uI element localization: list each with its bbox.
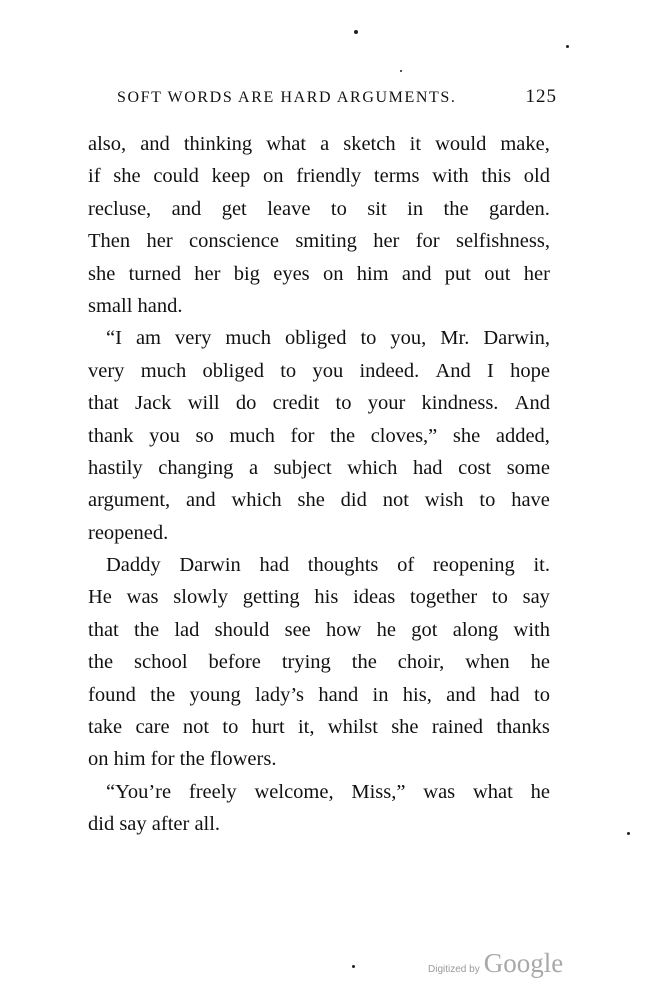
word: with: [513, 618, 550, 641]
text-line: on him for the flowers.: [88, 748, 277, 771]
word: selfishness,: [456, 230, 550, 253]
word: Mr.: [440, 327, 470, 350]
page-number: 125: [525, 86, 557, 107]
word: keep: [211, 165, 251, 188]
word: care: [135, 716, 170, 739]
word: turned: [128, 262, 181, 285]
word: indeed.: [359, 359, 420, 382]
word: thank: [88, 424, 134, 447]
text-line: [88, 711, 550, 743]
word: out: [484, 262, 511, 285]
word: she: [391, 716, 419, 739]
text-line: [88, 679, 550, 711]
text-line: [88, 549, 550, 581]
word: she: [113, 165, 141, 188]
word: thinking: [183, 133, 253, 155]
text-line: [88, 452, 550, 484]
word: with: [432, 165, 469, 188]
word: the: [330, 424, 356, 447]
word: her: [146, 230, 173, 253]
word: to: [280, 359, 297, 382]
word: together: [409, 586, 478, 609]
word: young: [189, 683, 241, 706]
word: before: [208, 651, 261, 674]
word: much: [140, 359, 187, 382]
word: on: [263, 165, 284, 188]
paragraph: [88, 549, 550, 776]
word: whilst: [327, 716, 378, 739]
text-line: [88, 193, 550, 225]
word: recluse,: [88, 197, 152, 220]
ink-speck: [400, 70, 402, 72]
word: school: [134, 651, 188, 674]
word: rained: [431, 716, 484, 739]
word: her: [373, 230, 400, 253]
word: hastily: [88, 456, 143, 479]
word: to: [335, 392, 352, 415]
text-line: [88, 614, 550, 646]
word: kindness.: [421, 392, 499, 415]
word: to: [491, 586, 508, 609]
word: get: [221, 197, 247, 220]
word: she: [297, 489, 325, 512]
word: Darwin,: [483, 327, 550, 350]
word: a: [320, 133, 330, 155]
body-text: [88, 128, 550, 841]
word: when: [465, 651, 510, 674]
word: you: [312, 359, 344, 382]
word: should: [214, 618, 270, 641]
word: if: [88, 165, 101, 188]
word: And: [514, 392, 550, 415]
word: for: [290, 424, 315, 447]
word: am: [135, 327, 161, 350]
word: her: [523, 262, 550, 285]
word: sketch: [343, 133, 396, 155]
paragraph: [88, 128, 550, 322]
word: Jack: [135, 392, 172, 415]
text-line: [88, 355, 550, 387]
word: conscience: [189, 230, 279, 253]
word: Darwin: [179, 554, 241, 577]
word: to: [534, 683, 550, 706]
word: it.: [533, 554, 550, 577]
text-line: [88, 128, 550, 160]
word: and: [171, 197, 202, 220]
word: she: [452, 424, 481, 447]
word: eyes: [273, 262, 310, 285]
word: smiting: [295, 230, 357, 253]
word: see: [284, 618, 311, 641]
word: him: [356, 262, 389, 285]
word: had: [412, 456, 443, 479]
running-head-title: SOFT WORDS ARE HARD ARGUMENTS.: [117, 89, 457, 106]
word: for: [415, 230, 440, 253]
word: hope: [510, 359, 550, 382]
word: this: [481, 165, 512, 188]
word: what: [266, 133, 307, 155]
word: her: [194, 262, 221, 285]
word: the: [351, 651, 377, 674]
word: to: [330, 197, 347, 220]
text-line: [88, 322, 550, 354]
running-head: [117, 86, 557, 108]
word: thanks: [496, 716, 550, 739]
word: had: [490, 683, 520, 706]
word: and: [401, 262, 432, 285]
word: obliged: [284, 327, 347, 350]
word: and: [186, 489, 216, 512]
word: a: [248, 456, 259, 479]
word: And: [435, 359, 471, 382]
digitized-by-label: Digitized by: [428, 964, 480, 975]
word: Daddy: [106, 554, 161, 577]
word: changing: [158, 456, 234, 479]
word: had: [259, 554, 290, 577]
word: “I: [106, 327, 122, 350]
word: say: [522, 586, 550, 609]
word: the: [443, 197, 469, 220]
word: your: [367, 392, 406, 415]
text-line: [88, 387, 550, 419]
word: ideas: [353, 586, 396, 609]
ink-speck: [354, 30, 358, 34]
word: you: [149, 424, 180, 447]
word: to: [222, 716, 239, 739]
word: so: [195, 424, 214, 447]
google-logo: Google: [483, 948, 564, 978]
word: that: [88, 618, 119, 641]
text-line: [88, 160, 550, 192]
word: terms: [373, 165, 420, 188]
word: which: [347, 456, 398, 479]
word: in: [372, 683, 389, 706]
word: garden.: [489, 197, 550, 220]
word: very: [88, 359, 125, 382]
text-line: [88, 484, 550, 516]
word: lad: [174, 618, 200, 641]
word: big: [233, 262, 260, 285]
word: obliged: [202, 359, 264, 382]
word: along: [452, 618, 499, 641]
word: his,: [402, 683, 432, 706]
word: I: [487, 359, 494, 382]
word: he: [530, 780, 550, 803]
word: choir,: [397, 651, 445, 674]
word: you,: [390, 327, 427, 350]
word: thoughts: [307, 554, 379, 577]
word: Then: [88, 230, 131, 253]
word: did: [340, 489, 367, 512]
word: sit: [367, 197, 387, 220]
word: could: [153, 165, 199, 188]
ink-speck: [627, 832, 630, 835]
word: cloves,”: [370, 424, 438, 447]
word: on: [322, 262, 344, 285]
word: hurt: [251, 716, 285, 739]
word: the: [134, 618, 160, 641]
word: will: [187, 392, 220, 415]
word: lady’s: [255, 683, 305, 706]
text-line: [88, 420, 550, 452]
text-line: reopened.: [88, 521, 169, 544]
word: cost: [458, 456, 492, 479]
text-line: small hand.: [88, 294, 183, 317]
paragraph: [88, 776, 550, 841]
word: put: [444, 262, 471, 285]
word: that: [88, 392, 119, 415]
text-line: [88, 581, 550, 613]
word: in: [407, 197, 424, 220]
ink-speck: [352, 965, 355, 968]
word: he: [376, 618, 396, 641]
word: He: [88, 586, 112, 609]
word: and: [140, 133, 170, 155]
word: would: [435, 133, 487, 155]
word: leave: [267, 197, 311, 220]
word: very: [174, 327, 212, 350]
word: much: [225, 327, 271, 350]
word: friendly: [296, 165, 362, 188]
text-line: [88, 646, 550, 678]
word: she: [88, 262, 116, 285]
word: “You’re: [106, 780, 172, 803]
word: he: [530, 651, 550, 674]
word: not: [182, 716, 210, 739]
word: much: [229, 424, 275, 447]
word: which: [231, 489, 282, 512]
word: have: [511, 489, 550, 512]
word: found: [88, 683, 136, 706]
word: make,: [500, 133, 550, 155]
word: the: [150, 683, 176, 706]
word: welcome,: [254, 780, 334, 803]
text-line: [88, 258, 550, 290]
word: to: [360, 327, 377, 350]
word: not: [382, 489, 409, 512]
word: old: [523, 165, 550, 188]
word: take: [88, 716, 123, 739]
word: it: [409, 133, 422, 155]
word: slowly: [173, 586, 228, 609]
word: was: [126, 586, 159, 609]
ink-speck: [566, 45, 569, 48]
word: wish: [424, 489, 464, 512]
word: it,: [297, 716, 315, 739]
word: hand: [318, 683, 359, 706]
paragraph: [88, 322, 550, 549]
word: got: [411, 618, 438, 641]
text-line: did say after all.: [88, 813, 221, 836]
digitized-by-google-watermark: [428, 948, 563, 979]
word: the: [88, 651, 114, 674]
word: how: [326, 618, 362, 641]
word: reopening: [432, 554, 515, 577]
text-line: [88, 776, 550, 808]
word: some: [506, 456, 550, 479]
word: and: [446, 683, 476, 706]
word: also,: [88, 133, 127, 155]
word: argument,: [88, 489, 171, 512]
word: getting: [242, 586, 300, 609]
word: do: [235, 392, 257, 415]
word: credit: [272, 392, 320, 415]
word: added,: [495, 424, 550, 447]
word: trying: [281, 651, 331, 674]
word: subject: [273, 456, 332, 479]
word: his: [314, 586, 339, 609]
word: Miss,”: [351, 780, 406, 803]
word: freely: [188, 780, 237, 803]
word: of: [397, 554, 415, 577]
word: to: [479, 489, 496, 512]
word: was: [423, 780, 456, 803]
word: what: [472, 780, 513, 803]
text-line: [88, 225, 550, 257]
